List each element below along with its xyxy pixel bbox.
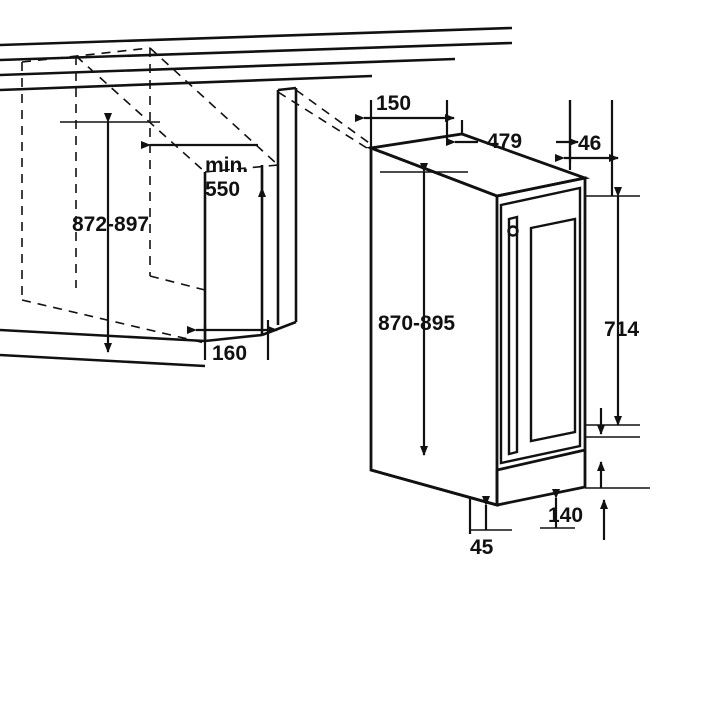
label-top-offset: 150 <box>376 92 412 115</box>
label-niche-depth-min: min. <box>205 154 249 177</box>
label-side-gap: 46 <box>578 132 602 155</box>
label-appliance-height: 870-895 <box>378 312 456 335</box>
label-plinth-depth: 140 <box>548 504 584 527</box>
label-foot-offset: 45 <box>470 536 494 559</box>
label-niche-width: 160 <box>212 342 248 365</box>
label-door-height: 714 <box>604 318 640 341</box>
label-niche-depth-value: 550 <box>205 178 241 201</box>
label-appliance-depth: 479 <box>487 130 523 153</box>
label-niche-height: 872-897 <box>72 213 150 236</box>
